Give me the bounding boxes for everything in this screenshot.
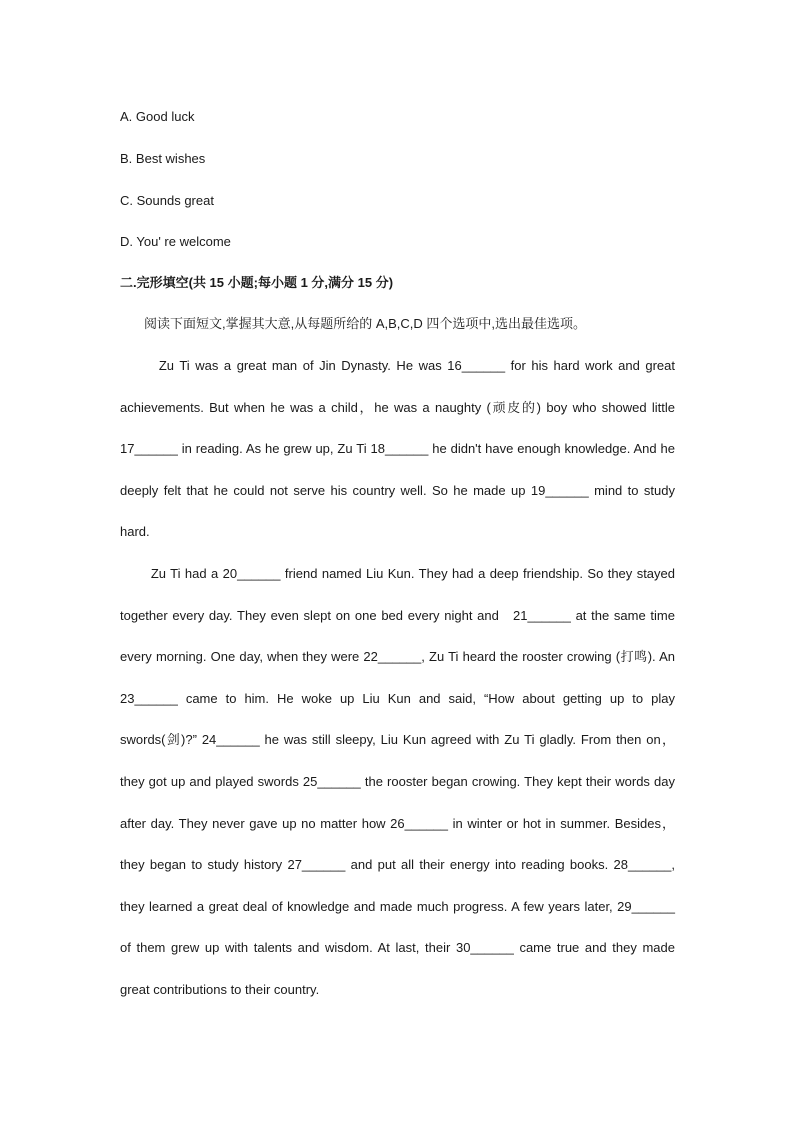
option-letter: B. <box>120 151 133 166</box>
option-letter: A. <box>120 109 133 124</box>
option-text: Best wishes <box>135 151 206 166</box>
passage-paragraph-2: Zu Ti had a 20______ friend named Liu Kun. They had a deep friendship. So they stayed together every day. They even slept on one bed every night and 21______ at the same time every morning. One day, when they were 22______, Zu Ti heard the rooster crowing (打鸣). An 23______ came to him. He woke up Liu Kun and said, “How about getting up to play swords(剑)?” 24______ he was still sleepy, Liu Kun agreed with Zu Ti gladly. From then on，they got up and played swords 25______ the rooster began crowing. They kept their words day after day. They never gave up no matter how 26______ in winter or hot in summer. Besides，they began to study history 27______ and put all their energy into reading books. 28______, they learned a great deal of knowledge and made much progress. A few years later, 29______ of them grew up with talents and wisdom. At last, their 30______ came true and they made great contributions to their country. <box>120 566 675 997</box>
option-c <box>120 193 214 209</box>
section-instruction: 阅读下面短文,掌握其大意,从每题所给的 A,B,C,D 四个选项中,选出最佳选项。 <box>144 316 587 331</box>
option-letter: C. <box>120 193 133 208</box>
option-text: Sounds great <box>136 193 214 208</box>
section-title: 二.完形填空(共 15 小题;每小题 1 分,满分 15 分) <box>120 275 394 290</box>
passage-paragraph-1: Zu Ti was a great man of Jin Dynasty. He was 16______ for his hard work and great achievements. But when he was a child，he was a naughty (顽皮的) boy who showed little 17______ in reading. As he grew up, Zu Ti 18______ he didn't have enough knowledge. And he deeply felt that he could not serve his country well. So he made up 19______ mind to study hard. <box>120 358 675 540</box>
option-d <box>120 234 231 250</box>
option-text: You' re welcome <box>136 234 231 249</box>
option-b <box>120 151 205 167</box>
option-text: Good luck <box>135 109 195 124</box>
option-letter: D. <box>120 234 133 249</box>
option-a <box>120 109 194 125</box>
